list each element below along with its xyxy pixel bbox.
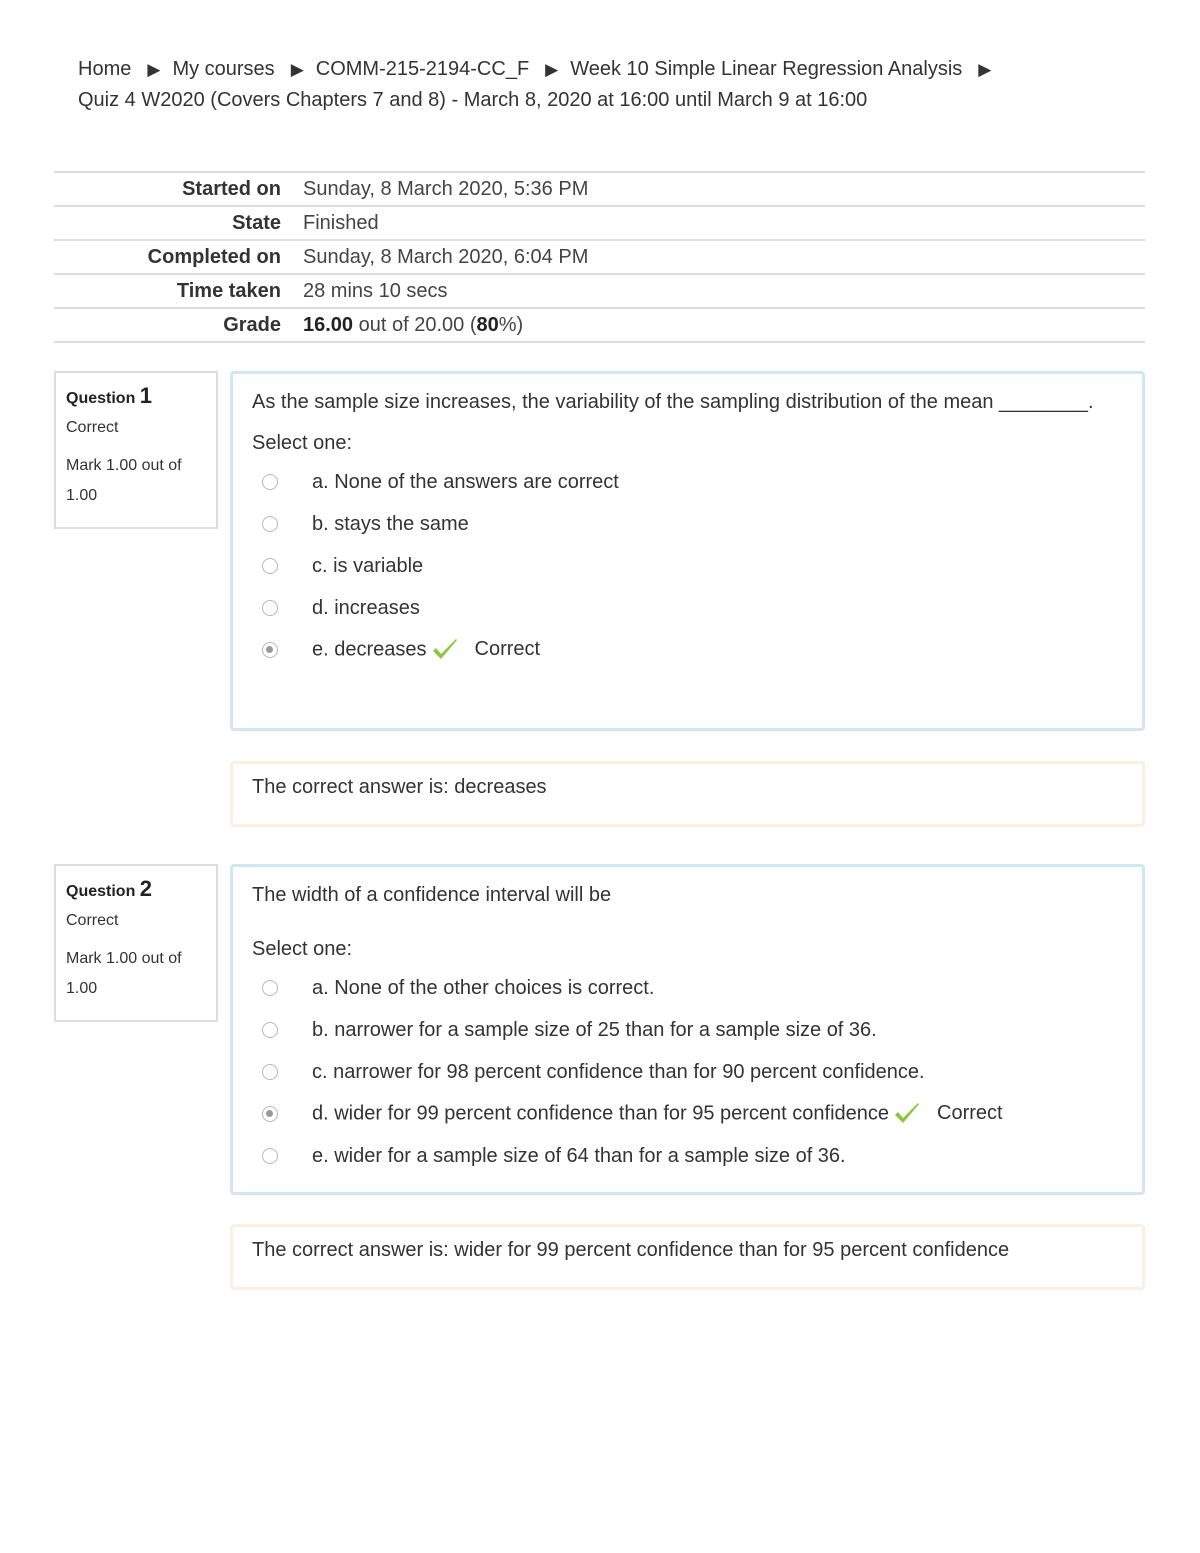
answer-text: a. None of the other choices is correct.: [312, 976, 655, 999]
answer-text: e. wider for a sample size of 64 than for a sample size of 36.: [312, 1144, 846, 1167]
grade-out-of: out of 20.00 (: [353, 313, 477, 336]
question-label: Question: [66, 390, 136, 407]
completed-label: Completed on: [147, 245, 281, 268]
answer-text: a. None of the answers are correct: [312, 470, 619, 493]
breadcrumb-quiz[interactable]: Quiz 4 W2020 (Covers Chapters 7 and 8) - March 8, 2020 at 16:00 until March 9 at 16:00: [78, 89, 868, 111]
radio-button[interactable]: [262, 1064, 278, 1080]
summary-row-time: [54, 275, 1145, 309]
time-taken-value: 28 mins 10 secs: [303, 279, 448, 302]
state-value: Finished: [303, 211, 379, 234]
question-mark: Mark 1.00 out of 1.00: [66, 950, 182, 997]
time-taken-label: Time taken: [176, 279, 281, 302]
breadcrumb-home[interactable]: Home: [78, 58, 132, 80]
question-text: As the sample size increases, the variability of the sampling distribution of the mean ________.: [252, 391, 1094, 413]
breadcrumb: [78, 54, 1138, 115]
breadcrumb-my-courses[interactable]: My courses: [172, 58, 275, 80]
grade-percent: 80: [476, 313, 499, 336]
question-2-right-answer: The correct answer is: wider for 99 percent confidence than for 95 percent confidence: [230, 1224, 1145, 1290]
answer-option-selected[interactable]: [233, 1093, 1142, 1135]
state-label: State: [232, 211, 281, 234]
select-one-prompt: Select one:: [252, 432, 353, 454]
question-1-content: [230, 371, 1145, 731]
question-number-value: 1: [139, 383, 153, 408]
select-one-prompt: Select one:: [252, 938, 353, 960]
answer-option-selected[interactable]: [233, 629, 1142, 671]
started-value: Sunday, 8 March 2020, 5:36 PM: [303, 177, 589, 200]
correct-feedback: Correct: [937, 1102, 1003, 1125]
answer-list: [233, 967, 1142, 1177]
answer-option[interactable]: [233, 503, 1142, 545]
breadcrumb-separator-icon: ▶: [290, 60, 304, 79]
breadcrumb-separator-icon: ▶: [545, 60, 559, 79]
answer-text: e. decreases: [312, 638, 427, 661]
breadcrumb-course[interactable]: COMM-215-2194-CC_F: [315, 58, 530, 80]
answer-option[interactable]: [233, 1009, 1142, 1051]
answer-option[interactable]: [233, 1135, 1142, 1177]
summary-row-started: [54, 173, 1145, 207]
question-number-value: 2: [139, 876, 153, 901]
question-state: Correct: [66, 419, 119, 436]
question-label: Question: [66, 883, 136, 900]
answer-text-wrap: [312, 1101, 1003, 1127]
question-2-content: [230, 864, 1145, 1195]
summary-row-grade: [54, 309, 1145, 343]
answer-text: b. stays the same: [312, 512, 469, 535]
radio-button[interactable]: [262, 600, 278, 616]
breadcrumb-week[interactable]: Week 10 Simple Linear Regression Analysis: [570, 58, 963, 80]
breadcrumb-separator-icon: ▶: [147, 60, 161, 79]
question-state: Correct: [66, 912, 119, 929]
check-icon: [893, 1101, 921, 1127]
radio-button[interactable]: [262, 516, 278, 532]
question-number: [66, 383, 216, 409]
started-label: Started on: [182, 177, 281, 200]
radio-button[interactable]: [262, 474, 278, 490]
grade-value: [281, 314, 523, 337]
answer-text: c. is variable: [312, 554, 424, 577]
question-1-info: [54, 371, 218, 529]
summary-row-state: [54, 207, 1145, 241]
breadcrumb-separator-icon: ▶: [978, 60, 992, 79]
question-mark: Mark 1.00 out of 1.00: [66, 457, 182, 504]
grade-label: Grade: [223, 313, 281, 336]
answer-list: [233, 461, 1142, 671]
radio-button[interactable]: [262, 1022, 278, 1038]
answer-text: b. narrower for a sample size of 25 than for a sample size of 36.: [312, 1018, 877, 1041]
radio-button-checked[interactable]: [262, 642, 278, 658]
correct-feedback: Correct: [474, 638, 541, 661]
answer-text: d. wider for 99 percent confidence than for 95 percent confidence: [312, 1102, 890, 1125]
radio-button[interactable]: [262, 980, 278, 996]
check-icon: [431, 637, 459, 663]
answer-option[interactable]: [233, 587, 1142, 629]
answer-option[interactable]: [233, 1051, 1142, 1093]
radio-button[interactable]: [262, 1148, 278, 1164]
attempt-summary-table: [54, 171, 1145, 343]
completed-value: Sunday, 8 March 2020, 6:04 PM: [303, 245, 589, 268]
question-number: [66, 876, 216, 902]
summary-row-completed: [54, 241, 1145, 275]
radio-button[interactable]: [262, 558, 278, 574]
grade-score: 16.00: [303, 313, 354, 336]
answer-text-wrap: [312, 637, 540, 663]
answer-text: d. increases: [312, 596, 420, 619]
grade-end: %): [498, 313, 524, 336]
answer-option[interactable]: [233, 545, 1142, 587]
answer-option[interactable]: [233, 461, 1142, 503]
radio-button-checked[interactable]: [262, 1106, 278, 1122]
question-text: The width of a confidence interval will be: [252, 884, 612, 906]
question-1-right-answer: The correct answer is: decreases: [230, 761, 1145, 827]
answer-text: c. narrower for 98 percent confidence than for 90 percent confidence.: [312, 1060, 925, 1083]
question-2-info: [54, 864, 218, 1022]
answer-option[interactable]: [233, 967, 1142, 1009]
